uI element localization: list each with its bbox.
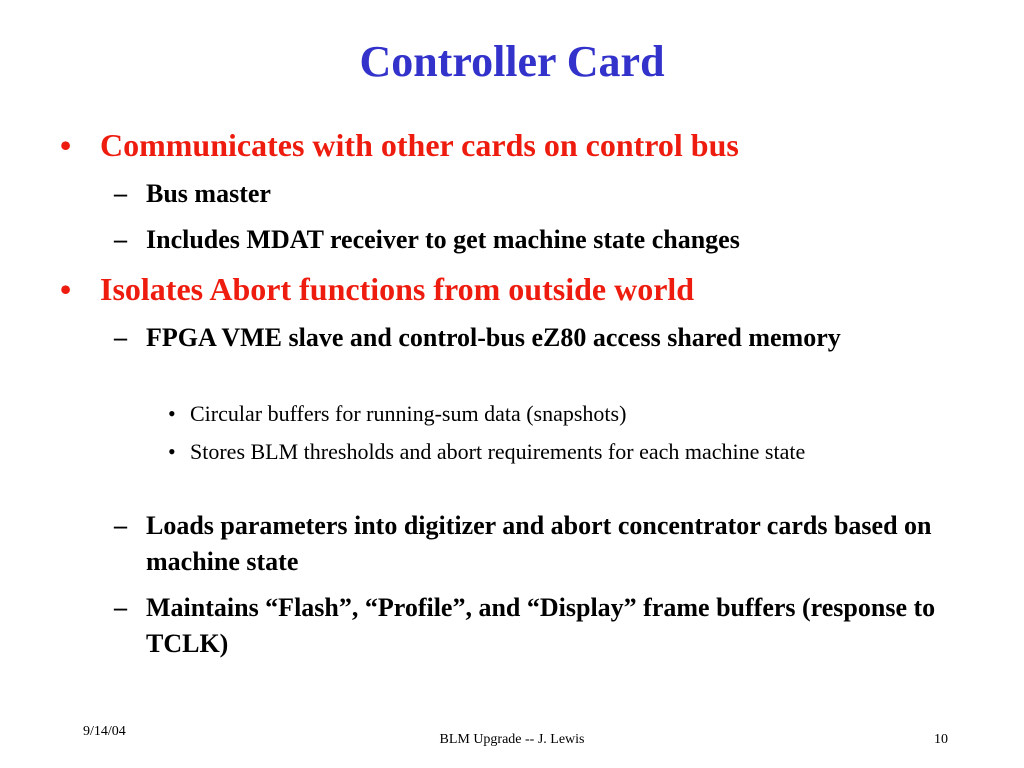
dash-marker: – (114, 179, 127, 208)
bullet-marker: • (168, 439, 176, 464)
bullet-text: Isolates Abort functions from outside world (100, 271, 695, 307)
subsub-text: Circular buffers for running-sum data (snapshots) (190, 401, 627, 426)
dash-marker: – (114, 225, 127, 254)
subbullet-text: Loads parameters into digitizer and abort concentrator cards based on machine state (146, 511, 932, 576)
subsub-text: Stores BLM thresholds and abort requirements for each machine state (190, 439, 806, 464)
dash-marker: – (114, 511, 127, 540)
subbullet-text: Bus master (146, 179, 271, 208)
subbullet-text: FPGA VME slave and control-bus eZ80 access shared memory (146, 323, 841, 352)
slide-title: Controller Card (359, 37, 665, 86)
bullet-marker: • (60, 271, 72, 307)
subbullet-text: Includes MDAT receiver to get machine state changes (146, 225, 740, 254)
bullet-text: Communicates with other cards on control bus (100, 127, 739, 163)
dash-marker: – (114, 323, 127, 352)
bullet-marker: • (168, 401, 176, 426)
footer-date: 9/14/04 (83, 724, 126, 739)
dash-marker: – (114, 593, 127, 622)
footer-page-number: 10 (934, 732, 948, 747)
footer-presenter: BLM Upgrade -- J. Lewis (439, 732, 585, 747)
subbullet-text: Maintains “Flash”, “Profile”, and “Display” frame buffers (response to TCLK) (146, 593, 936, 658)
bullet-marker: • (60, 127, 72, 163)
